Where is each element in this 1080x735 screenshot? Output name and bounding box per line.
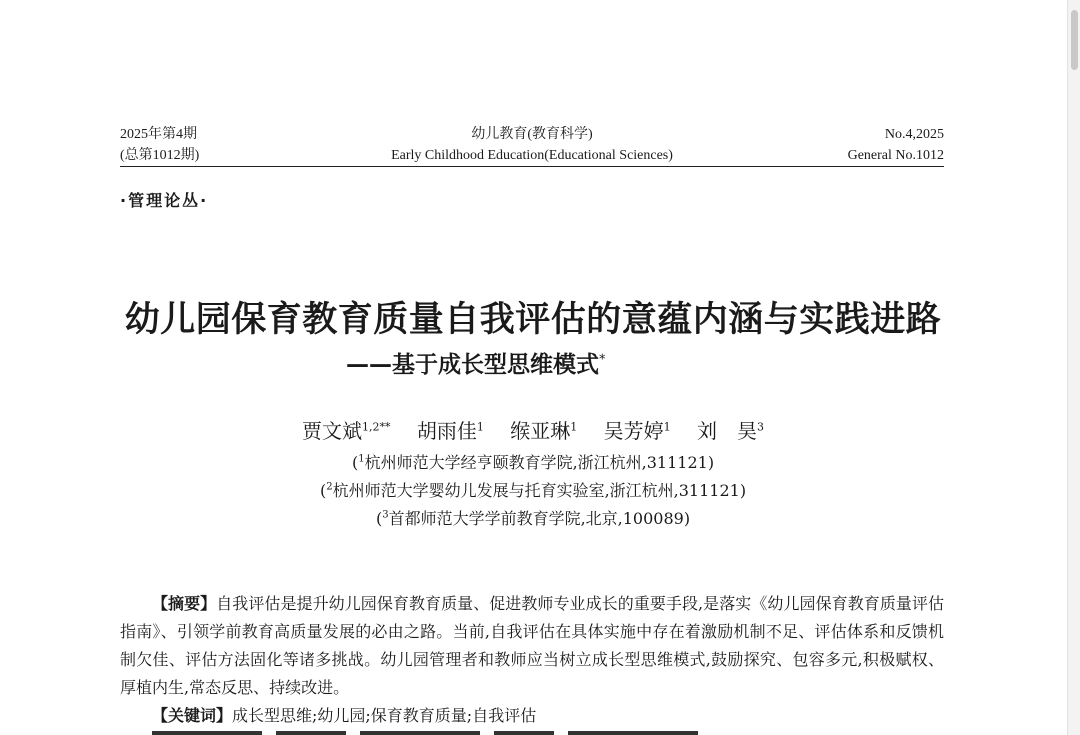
author: 刘 昊$^3$ <box>696 419 764 443</box>
header-divider <box>120 166 944 167</box>
affiliation: ($^3$首都师范大学学前教育学院,北京,100089) <box>375 509 691 528</box>
journal-name-en: Early Childhood Education(Educational Sciences) <box>391 148 673 163</box>
paper-title: 幼儿园保育教育质量自我评估的意蕴内涵与实践进路 <box>124 300 942 340</box>
scrollbar-track[interactable] <box>1067 0 1080 735</box>
total-issue-number: (总第1012期) <box>120 148 200 163</box>
header-issue-info-en <box>780 124 944 166</box>
author: 胡雨佳$^1$ <box>416 419 484 443</box>
keywords-text: 成长型思维;幼儿园;保育教育质量;自我评估 <box>232 706 537 725</box>
keywords <box>152 702 536 730</box>
affiliation: ($^1$杭州师范大学经亨颐教育学院,浙江杭州,311121) <box>351 453 715 472</box>
affiliation: ($^2$杭州师范大学婴幼儿发展与托育实验室,浙江杭州,311121) <box>319 481 747 500</box>
abstract <box>120 590 944 702</box>
author: 贾文斌$^{1,2**}$ <box>302 419 391 443</box>
total-issue-number-en: General No.1012 <box>847 148 944 163</box>
keywords-label: 【关键词】 <box>152 706 233 725</box>
issue-number-en: No.4,2025 <box>884 127 944 142</box>
paper-subtitle <box>346 346 606 379</box>
author: 缑亚琳$^1$ <box>510 419 578 443</box>
scrollbar-thumb[interactable] <box>1071 10 1078 70</box>
issue-number: 2025年第4期 <box>120 127 197 142</box>
abstract-text: 自我评估是提升幼儿园保育教育质量、促进教师专业成长的重要手段,是落实《幼儿园保育教育质量评估指南》、引领学前教育高质量发展的必由之路。当前,自我评估在具体实施中存在着激励机制不足、评估体系和反馈机制欠佳、评估方法固化等诸多挑战。幼儿园管理者和教师应当树立成长型思维模式,鼓励探究、包容多元,积极赋权、厚植内生,常态反思、持续改进。 <box>120 594 944 697</box>
funding-footnote-mark: * <box>599 352 606 368</box>
author-list <box>0 415 1066 444</box>
cropped-next-line <box>152 731 712 735</box>
subtitle-text: ——基于成长型思维模式 <box>346 352 599 378</box>
abstract-label: 【摘要】 <box>152 594 217 613</box>
journal-name-cn: 幼儿教育(教育科学) <box>471 127 593 142</box>
header-journal-name <box>373 124 691 166</box>
column-label: ·管理论丛· <box>120 191 209 210</box>
header-issue-info <box>120 124 199 166</box>
author: 吴芳婷$^1$ <box>603 419 671 443</box>
